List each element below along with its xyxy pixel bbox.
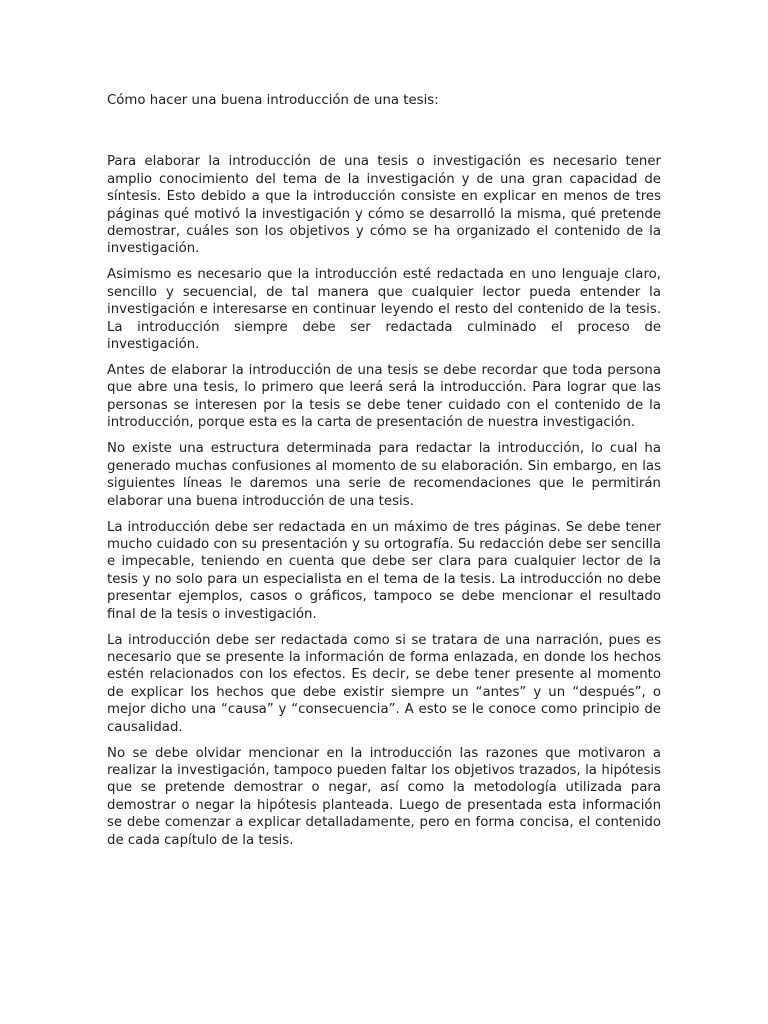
document-body xyxy=(107,92,661,858)
paragraph-5: La introducción debe ser redactada en un máximo de tres páginas. Se debe tener mucho cuidado con su presentación y su ortografía. Su redacción debe ser sencilla e impecable, teniendo en cuenta que debe ser clara para cualquier lector de la tesis y no solo para un especialista en el tema de la tesis. La introducción no debe presentar ejemplos, casos o gráficos, tampoco se debe mencionar el resultado final de la tesis o investigación. xyxy=(107,519,661,622)
paragraph-3: Antes de elaborar la introducción de una tesis se debe recordar que toda persona que abre una tesis, lo primero que leerá será la introducción. Para lograr que las personas se interesen por la tesis se debe tener cuidado con el contenido de la introducción, porque esta es la carta de presentación de nuestra investigación. xyxy=(107,363,661,431)
paragraph-2: Asimismo es necesario que la introducción esté redactada en uno lenguaje claro, sencillo y secuencial, de tal manera que cualquier lector pueda entender la investigación e interesarse en continuar leyendo el resto del contenido de la tesis. La introducción siempre debe ser redactada culminado el proceso de investigación. xyxy=(107,267,661,353)
paragraph-1: Para elaborar la introducción de una tesis o investigación es necesario tener amplio conocimiento del tema de la investigación y de una gran capacidad de síntesis. Esto debido a que la introducción consiste en explicar en menos de tres páginas qué motivó la investigación y cómo se desarrolló la misma, qué pretende demostrar, cuáles son los objetivos y cómo se ha organizado el contenido de la investigación. xyxy=(107,154,661,257)
paragraph-4: No existe una estructura determinada para redactar la introducción, lo cual ha generado muchas confusiones al momento de su elaboración. Sin embargo, en las siguientes líneas le daremos una serie de recomendaciones que le permitirán elaborar una buena introducción de una tesis. xyxy=(107,441,661,509)
paragraph-6: La introducción debe ser redactada como si se tratara de una narración, pues es necesario que se presente la información de forma enlazada, en donde los hechos estén relacionados con los efectos. Es decir, se debe tener presente al momento de explicar los hechos que debe existir siempre un “antes” y un “después”, o mejor dicho una “causa” y “consecuencia”. A esto se le conoce como principio de causalidad. xyxy=(107,632,661,735)
paragraph-7: No se debe olvidar mencionar en la introducción las razones que motivaron a realizar la investigación, tampoco pueden faltar los objetivos trazados, la hipótesis que se pretende demostrar o negar, así como la metodología utilizada para demostrar o negar la hipótesis planteada. Luego de presentada esta información se debe comenzar a explicar detalladamente, pero en forma concisa, el contenido de cada capítulo de la tesis. xyxy=(107,745,661,848)
document-title: Cómo hacer una buena introducción de una tesis: xyxy=(107,93,439,108)
